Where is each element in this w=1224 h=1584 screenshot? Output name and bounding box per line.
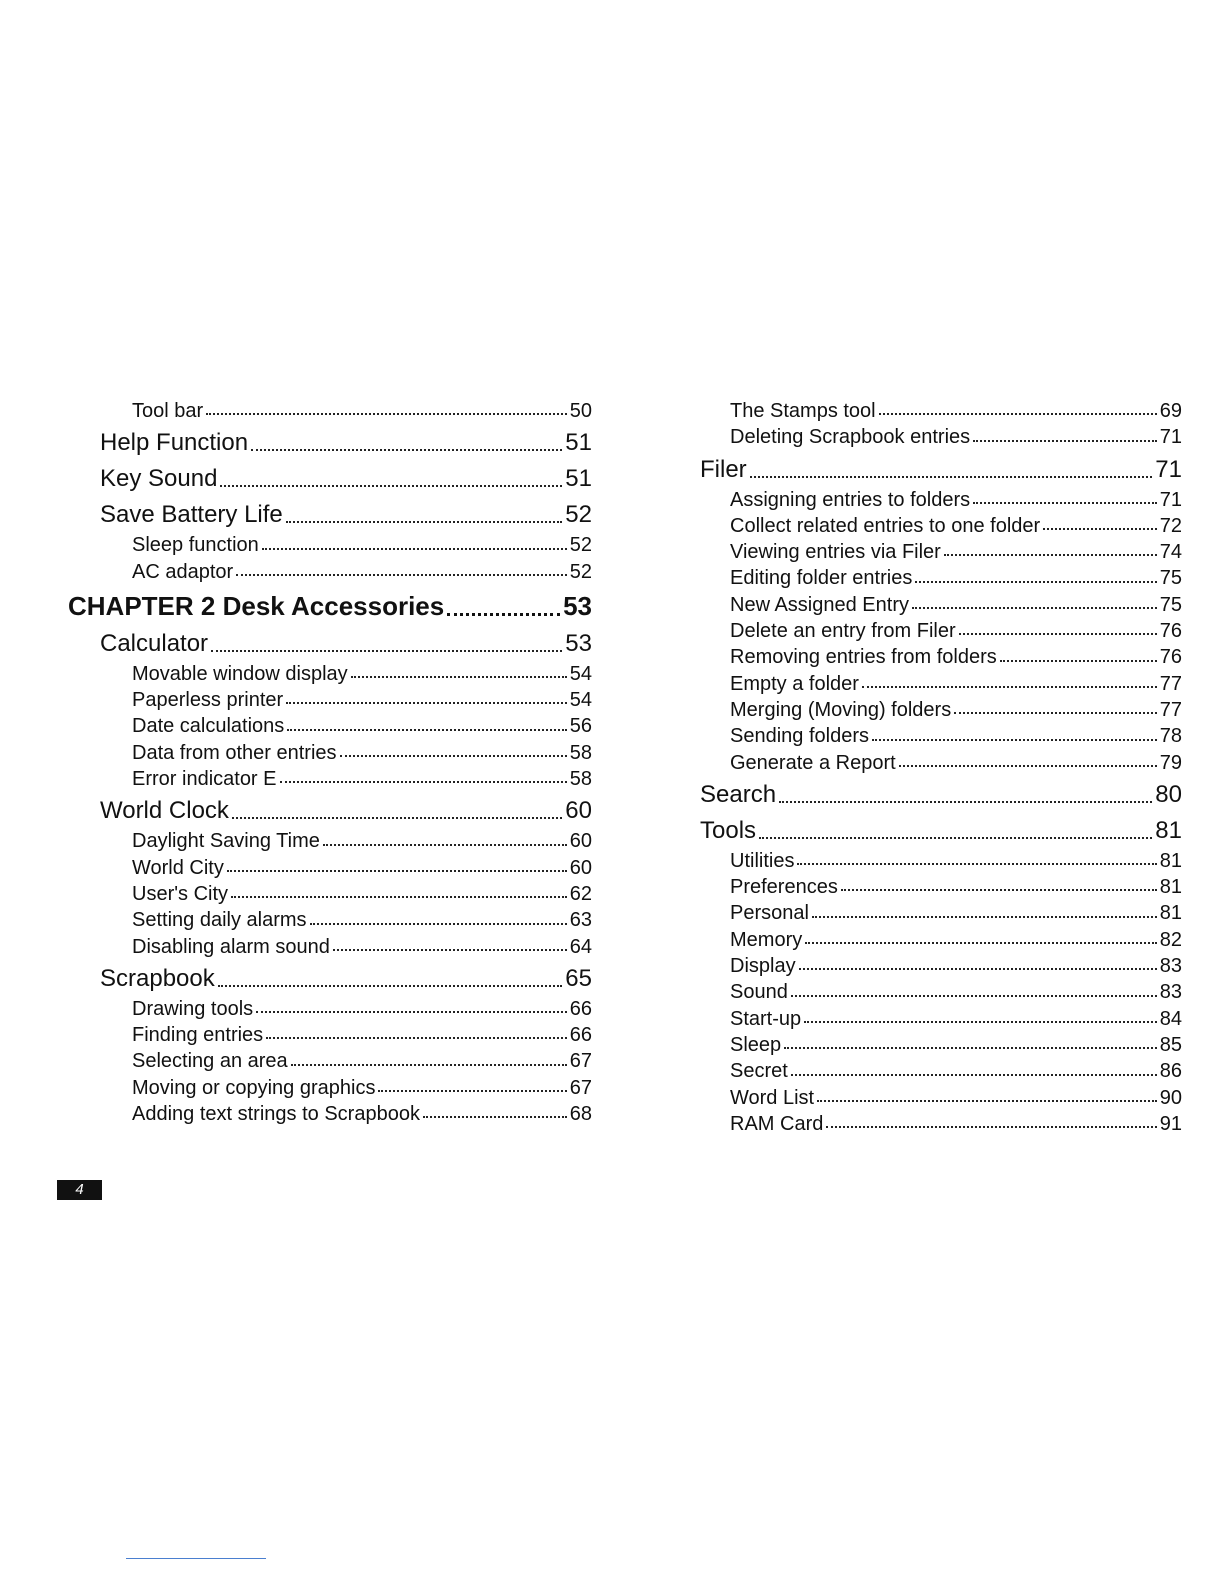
toc-entry-page: 64 — [569, 935, 592, 958]
toc-entry-sub — [700, 644, 1182, 670]
toc-entry-page: 60 — [565, 797, 592, 825]
toc-entry-sub — [700, 1006, 1182, 1032]
toc-entry-page: 76 — [1159, 620, 1182, 643]
toc-entry-title: Word List — [730, 1086, 815, 1109]
toc-entry-title: Data from other entries — [132, 741, 337, 764]
toc-entry-sub — [68, 855, 592, 881]
toc-entry-page: 62 — [569, 882, 592, 905]
dot-leader — [817, 1099, 1157, 1102]
toc-entry-page: 52 — [565, 501, 592, 529]
toc-entry-sub — [700, 487, 1182, 513]
toc-entry-sub — [68, 532, 592, 558]
dot-leader — [291, 1063, 567, 1066]
toc-entry-sub — [700, 1111, 1182, 1137]
toc-entry-sub — [68, 398, 592, 424]
toc-entry-title: Deleting Scrapbook entries — [730, 426, 971, 449]
dot-leader — [784, 1046, 1157, 1049]
toc-entry-page: 66 — [569, 1024, 592, 1047]
toc-entry-main — [68, 962, 592, 996]
dot-leader — [779, 800, 1152, 803]
dot-leader — [220, 484, 562, 487]
toc-entry-title: Help Function — [100, 429, 249, 457]
toc-entry-page: 81 — [1159, 902, 1182, 925]
toc-entry-title: New Assigned Entry — [730, 593, 909, 616]
toc-entry-page: 69 — [1159, 400, 1182, 422]
dot-leader — [310, 922, 567, 925]
toc-entry-sub — [700, 927, 1182, 953]
toc-entry-sub — [700, 723, 1182, 749]
dot-leader — [750, 475, 1153, 478]
dot-leader — [879, 412, 1157, 415]
toc-entry-title: Tools — [700, 816, 757, 844]
toc-entry-title: Sleep function — [132, 534, 259, 557]
toc-entry-page: 50 — [569, 400, 592, 422]
toc-entry-main — [68, 462, 592, 496]
toc-entry-title: Filer — [700, 455, 747, 483]
toc-entry-sub — [700, 539, 1182, 565]
toc-entry-title: Movable window display — [132, 662, 348, 685]
dot-leader — [912, 606, 1157, 609]
toc-entry-title: Viewing entries via Filer — [730, 541, 941, 564]
toc-entry-title: Adding text strings to Scrapbook — [132, 1103, 420, 1126]
toc-entry-title: Setting daily alarms — [132, 909, 307, 932]
toc-entry-page: 71 — [1159, 488, 1182, 511]
toc-entry-title: Tool bar — [132, 400, 204, 422]
toc-entry-sub — [68, 881, 592, 907]
toc-entry-main — [700, 814, 1182, 848]
dot-leader — [378, 1089, 566, 1092]
toc-entry-page: 86 — [1159, 1060, 1182, 1083]
toc-entry-sub — [68, 1048, 592, 1074]
dot-leader — [340, 754, 567, 757]
toc-entry-title: Search — [700, 780, 777, 808]
toc-left-column — [68, 398, 592, 1127]
dot-leader — [323, 843, 567, 846]
toc-entry-page: 52 — [569, 534, 592, 557]
toc-entry-page: 58 — [569, 741, 592, 764]
toc-entry-title: AC adaptor — [132, 560, 234, 583]
dot-leader — [251, 448, 562, 451]
toc-entry-title: Error indicator E — [132, 768, 277, 791]
toc-entry-sub — [68, 1022, 592, 1048]
toc-entry-page: 91 — [1159, 1112, 1182, 1135]
toc-entry-sub — [700, 848, 1182, 874]
toc-entry-page: 54 — [569, 689, 592, 712]
dot-leader — [973, 439, 1157, 442]
toc-entry-page: 68 — [569, 1103, 592, 1126]
toc-entry-title: Editing folder entries — [730, 567, 913, 590]
toc-entry-title: Merging (Moving) folders — [730, 698, 952, 721]
toc-entry-page: 72 — [1159, 514, 1182, 537]
toc-entry-sub — [700, 1085, 1182, 1111]
dot-leader — [211, 649, 562, 652]
toc-entry-page: 77 — [1159, 672, 1182, 695]
toc-entry-title: Generate a Report — [730, 751, 896, 774]
dot-leader — [944, 553, 1157, 556]
toc-entry-title: RAM Card — [730, 1112, 824, 1135]
toc-entry-page: 51 — [565, 429, 592, 457]
toc-entry-title: Date calculations — [132, 715, 285, 738]
toc-entry-title: Selecting an area — [132, 1050, 288, 1073]
toc-entry-sub — [68, 559, 592, 585]
toc-entry-main — [700, 778, 1182, 812]
toc-entry-page: 84 — [1159, 1007, 1182, 1030]
toc-right-column — [700, 398, 1182, 1137]
dot-leader — [231, 895, 567, 898]
toc-entry-title: CHAPTER 2 Desk Accessories — [68, 590, 445, 621]
toc-entry-title: The Stamps tool — [730, 400, 876, 422]
toc-entry-sub — [700, 671, 1182, 697]
toc-entry-page: 65 — [565, 964, 592, 992]
toc-entry-sub — [700, 513, 1182, 539]
toc-entry-page: 52 — [569, 560, 592, 583]
toc-entry-page: 80 — [1155, 780, 1182, 808]
dot-leader — [423, 1115, 567, 1118]
toc-entry-title: Drawing tools — [132, 997, 254, 1020]
toc-entry-sub — [700, 565, 1182, 591]
dot-leader — [804, 1020, 1157, 1023]
toc-entry-page: 78 — [1159, 725, 1182, 748]
dot-leader — [1043, 527, 1157, 530]
toc-entry-sub — [68, 713, 592, 739]
dot-leader — [973, 501, 1157, 504]
toc-entry-sub — [68, 996, 592, 1022]
dot-leader — [286, 701, 567, 704]
toc-entry-page: 58 — [569, 768, 592, 791]
toc-entry-sub — [68, 1101, 592, 1127]
toc-entry-page: 66 — [569, 997, 592, 1020]
toc-entry-page: 75 — [1159, 593, 1182, 616]
toc-entry-sub — [68, 766, 592, 792]
toc-entry-title: Moving or copying graphics — [132, 1076, 376, 1099]
dot-leader — [797, 862, 1156, 865]
dot-leader — [899, 764, 1157, 767]
toc-entry-page: 60 — [569, 856, 592, 879]
toc-entry-title: Personal — [730, 902, 809, 925]
dot-leader — [872, 738, 1157, 741]
dot-leader — [915, 580, 1156, 583]
toc-entry-title: Empty a folder — [730, 672, 859, 695]
toc-entry-page: 53 — [563, 590, 592, 621]
toc-entry-title: Finding entries — [132, 1024, 264, 1047]
dot-leader — [1000, 659, 1157, 662]
toc-entry-sub — [700, 900, 1182, 926]
dot-leader — [232, 816, 562, 819]
toc-entry-page: 71 — [1159, 426, 1182, 449]
toc-entry-title: Collect related entries to one folder — [730, 514, 1041, 537]
toc-entry-main — [68, 627, 592, 661]
toc-entry-title: Delete an entry from Filer — [730, 620, 956, 643]
toc-entry-title: Utilities — [730, 849, 795, 872]
toc-entry-main — [700, 453, 1182, 487]
toc-entry-title: Calculator — [100, 629, 209, 657]
toc-entry-sub — [68, 907, 592, 933]
toc-entry-title: Display — [730, 955, 796, 978]
dot-leader — [206, 412, 567, 415]
toc-entry-sub — [68, 687, 592, 713]
dot-leader — [280, 780, 567, 783]
toc-entry-title: World Clock — [100, 797, 229, 825]
footer-rule — [126, 1558, 266, 1559]
dot-leader — [791, 994, 1157, 997]
toc-entry-sub — [700, 750, 1182, 776]
toc-entry-title: Preferences — [730, 876, 838, 899]
toc-entry-title: Assigning entries to folders — [730, 488, 971, 511]
toc-entry-main — [68, 498, 592, 532]
toc-entry-page: 76 — [1159, 646, 1182, 669]
dot-leader — [333, 948, 567, 951]
toc-entry-sub — [700, 979, 1182, 1005]
toc-entry-title: Start-up — [730, 1007, 802, 1030]
toc-entry-page: 83 — [1159, 955, 1182, 978]
toc-entry-title: Sound — [730, 981, 788, 1004]
dot-leader — [447, 612, 560, 616]
toc-entry-sub — [700, 874, 1182, 900]
toc-entry-page: 81 — [1155, 816, 1182, 844]
toc-entry-sub — [700, 398, 1182, 424]
dot-leader — [227, 869, 567, 872]
toc-entry-title: Memory — [730, 928, 803, 951]
toc-entry-sub — [68, 740, 592, 766]
toc-entry-sub — [68, 828, 592, 854]
toc-entry-page: 67 — [569, 1050, 592, 1073]
dot-leader — [262, 547, 567, 550]
dot-leader — [351, 675, 567, 678]
dot-leader — [799, 967, 1157, 970]
dot-leader — [286, 520, 563, 523]
toc-entry-sub — [700, 618, 1182, 644]
toc-entry-sub — [68, 1075, 592, 1101]
toc-entry-page: 53 — [565, 629, 592, 657]
toc-entry-main — [68, 794, 592, 828]
dot-leader — [287, 728, 566, 731]
toc-entry-page: 56 — [569, 715, 592, 738]
toc-entry-page: 74 — [1159, 541, 1182, 564]
toc-entry-sub — [700, 1032, 1182, 1058]
toc-entry-page: 75 — [1159, 567, 1182, 590]
toc-entry-sub — [68, 661, 592, 687]
toc-entry-title: Scrapbook — [100, 964, 215, 992]
toc-entry-page: 77 — [1159, 698, 1182, 721]
toc-entry-page: 71 — [1155, 455, 1182, 483]
toc-entry-title: User's City — [132, 882, 229, 905]
toc-entry-title: Removing entries from folders — [730, 646, 997, 669]
toc-entry-title: Paperless printer — [132, 689, 284, 712]
page-number-badge: 4 — [57, 1180, 102, 1200]
dot-leader — [954, 711, 1157, 714]
toc-entry-page: 81 — [1159, 849, 1182, 872]
toc-entry-sub — [700, 424, 1182, 450]
toc-entry-page: 51 — [565, 465, 592, 493]
toc-entry-page: 67 — [569, 1076, 592, 1099]
dot-leader — [759, 836, 1152, 839]
toc-entry-title: Daylight Saving Time — [132, 830, 320, 853]
toc-entry-page: 90 — [1159, 1086, 1182, 1109]
toc-entry-title: Key Sound — [100, 465, 218, 493]
toc-entry-page: 79 — [1159, 751, 1182, 774]
toc-entry-page: 83 — [1159, 981, 1182, 1004]
toc-entry-page: 85 — [1159, 1033, 1182, 1056]
toc-entry-title: Sleep — [730, 1033, 782, 1056]
dot-leader — [812, 915, 1157, 918]
toc-entry-page: 54 — [569, 662, 592, 685]
toc-entry-page: 81 — [1159, 876, 1182, 899]
toc-entry-sub — [700, 1058, 1182, 1084]
dot-leader — [218, 984, 563, 987]
toc-entry-sub — [700, 697, 1182, 723]
dot-leader — [266, 1036, 567, 1039]
toc-entry-page: 60 — [569, 830, 592, 853]
toc-entry-chapter — [68, 587, 592, 625]
dot-leader — [841, 888, 1157, 891]
dot-leader — [256, 1010, 567, 1013]
dot-leader — [959, 632, 1157, 635]
dot-leader — [236, 573, 567, 576]
toc-entry-title: Sending folders — [730, 725, 869, 748]
toc-entry-page: 82 — [1159, 928, 1182, 951]
toc-entry-sub — [700, 592, 1182, 618]
toc-entry-sub — [68, 934, 592, 960]
dot-leader — [826, 1125, 1156, 1128]
dot-leader — [862, 685, 1157, 688]
toc-entry-main — [68, 426, 592, 460]
toc-entry-page: 63 — [569, 909, 592, 932]
dot-leader — [805, 941, 1157, 944]
toc-entry-title: Save Battery Life — [100, 501, 283, 529]
toc-entry-sub — [700, 953, 1182, 979]
toc-entry-title: Disabling alarm sound — [132, 935, 330, 958]
toc-entry-title: Secret — [730, 1060, 788, 1083]
dot-leader — [791, 1073, 1157, 1076]
toc-entry-title: World City — [132, 856, 224, 879]
